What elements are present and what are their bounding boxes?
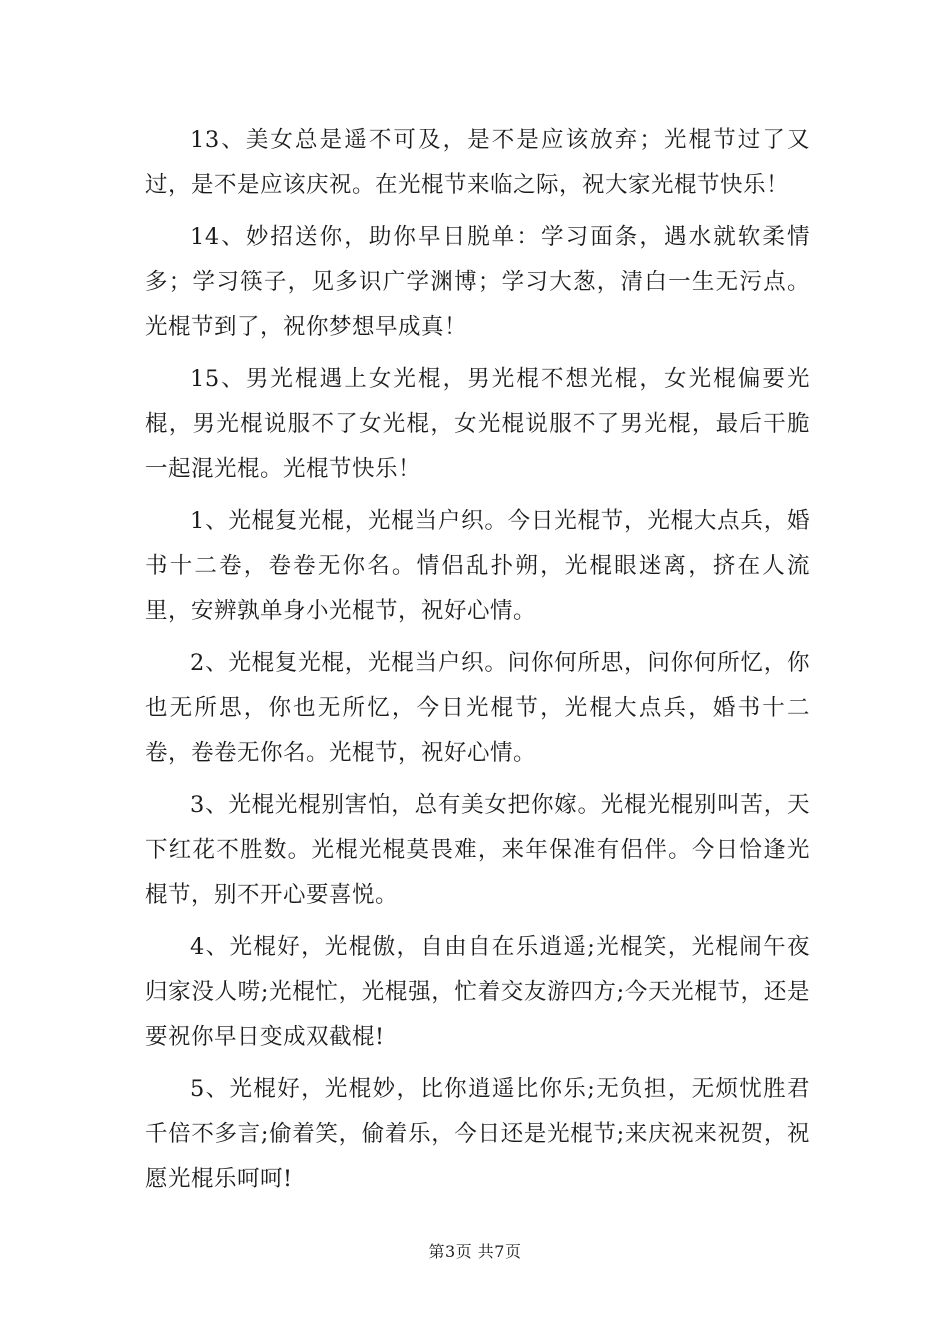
- paragraph-13: 13、美女总是遥不可及，是不是应该放弃；光棍节过了又过，是不是应该庆祝。在光棍节来临之际，祝大家光棍节快乐！: [145, 127, 810, 198]
- paragraph-3: 3、光棍光棍别害怕，总有美女把你嫁。光棍光棍别叫苦，天下红花不胜数。光棍光棍莫畏难，来年保准有侣伴。今日恰逢光棍节，别不开心要喜悦。: [145, 792, 810, 908]
- paragraph-15: 15、男光棍遇上女光棍，男光棍不想光棍，女光棍偏要光棍，男光棍说服不了女光棍，女光棍说服不了男光棍，最后干脆一起混光棍。光棍节快乐！: [145, 366, 810, 482]
- paragraph-1: 1、光棍复光棍，光棍当户织。今日光棍节，光棍大点兵，婚书十二卷，卷卷无你名。情侣乱扑朔，光棍眼迷离，挤在人流里，安辨孰单身小光棍节，祝好心情。: [145, 508, 810, 624]
- paragraph-14: 14、妙招送你，助你早日脱单：学习面条，遇水就软柔情多；学习筷子，见多识广学渊博；学习大葱，清白一生无污点。光棍节到了，祝你梦想早成真！: [145, 224, 810, 340]
- page-number-footer: 第3页 共7页: [428, 1242, 522, 1261]
- paragraph-5: 5、光棍好，光棍妙，比你逍遥比你乐;无负担，无烦忧胜君千倍不多言;偷着笑，偷着乐，今日还是光棍节;来庆祝来祝贺，祝愿光棍乐呵呵!: [145, 1076, 810, 1192]
- paragraph-2: 2、光棍复光棍，光棍当户织。问你何所思，问你何所忆，你也无所思，你也无所忆，今日光棍节，光棍大点兵，婚书十二卷，卷卷无你名。光棍节，祝好心情。: [145, 650, 810, 766]
- paragraph-4: 4、光棍好，光棍傲，自由自在乐逍遥;光棍笑，光棍闹午夜归家没人唠;光棍忙，光棍强，忙着交友游四方;今天光棍节，还是要祝你早日变成双截棍!: [145, 934, 810, 1050]
- document-body: [145, 118, 810, 1209]
